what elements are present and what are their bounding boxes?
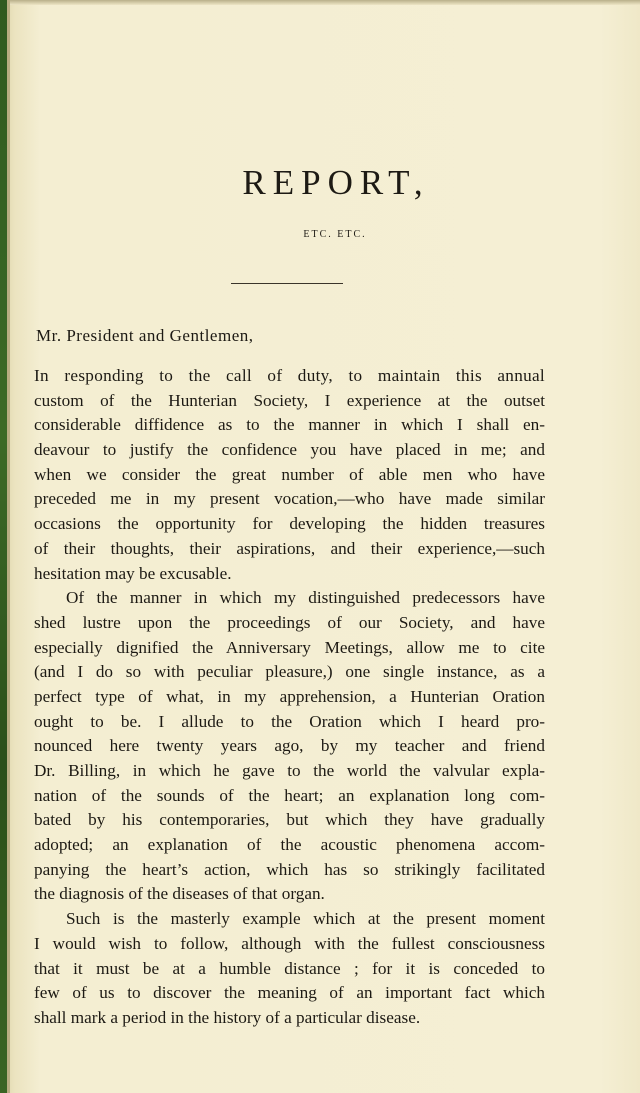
paragraph-1 [34, 364, 545, 586]
text-line: shall mark a period in the history of a particular disease. [34, 1007, 421, 1027]
text-line: ought to be. I allude to the Oration which I heard pro- [34, 711, 545, 731]
text-line: custom of the Hunterian Society, I experience at the outset [34, 390, 545, 410]
text-line: that it must be at a humble distance ; for it is conceded to [34, 958, 545, 978]
text-line: few of us to discover the meaning of an important fact which [34, 983, 545, 1003]
text-line: I would wish to follow, although with the fullest consciousness [34, 933, 545, 953]
text-line: especially dignified the Anniversary Meetings, allow me to cite [34, 637, 545, 657]
report-title: REPORT, [242, 163, 430, 202]
text-line: deavour to justify the confidence you have placed in me; and [34, 440, 545, 460]
text-line: Dr. Billing, in which he gave to the world the valvular expla- [34, 761, 545, 780]
text-line: adopted; an explanation of the acoustic phenomena accom- [34, 835, 545, 855]
text-line: of their thoughts, their aspirations, and their experience,—such [34, 538, 545, 558]
body-text [34, 364, 545, 1031]
paragraph-3 [34, 907, 545, 1030]
text-line: considerable diffidence as to the manner in which I shall en- [34, 415, 545, 435]
text-line: In responding to the call of duty, to maintain this annual [34, 366, 545, 385]
text-line: nounced here twenty years ago, by my teacher and friend [34, 736, 545, 756]
page-top-edge [0, 0, 640, 5]
text-line: nation of the sounds of the heart; an explanation long com- [34, 785, 545, 805]
text-line: (and I do so with peculiar pleasure,) one single instance, as a [34, 662, 545, 682]
report-subtitle: ETC. ETC. [303, 229, 367, 240]
text-line: bated by his contemporaries, but which they have gradually [34, 810, 545, 830]
text-line: the diagnosis of the diseases of that organ. [34, 884, 325, 904]
text-line: preceded me in my present vocation,—who have made similar [34, 489, 545, 509]
text-line: when we consider the great number of able men who have [34, 464, 545, 484]
salutation: Mr. President and Gentlemen, [36, 326, 254, 345]
text-line: Such is the masterly example which at the present moment [66, 909, 545, 929]
text-line: shed lustre upon the proceedings of our Society, and have [34, 612, 545, 632]
title-rule [231, 283, 343, 284]
text-line: hesitation may be excusable. [34, 563, 232, 583]
text-line: perfect type of what, in my apprehension, a Hunterian Oration [34, 686, 545, 706]
text-line: panying the heart’s action, which has so strikingly facilitated [34, 859, 545, 879]
paragraph-2 [34, 586, 545, 907]
text-line: occasions the opportunity for developing the hidden treasures [34, 514, 545, 534]
text-line: Of the manner in which my distinguished predecessors have [66, 588, 545, 608]
